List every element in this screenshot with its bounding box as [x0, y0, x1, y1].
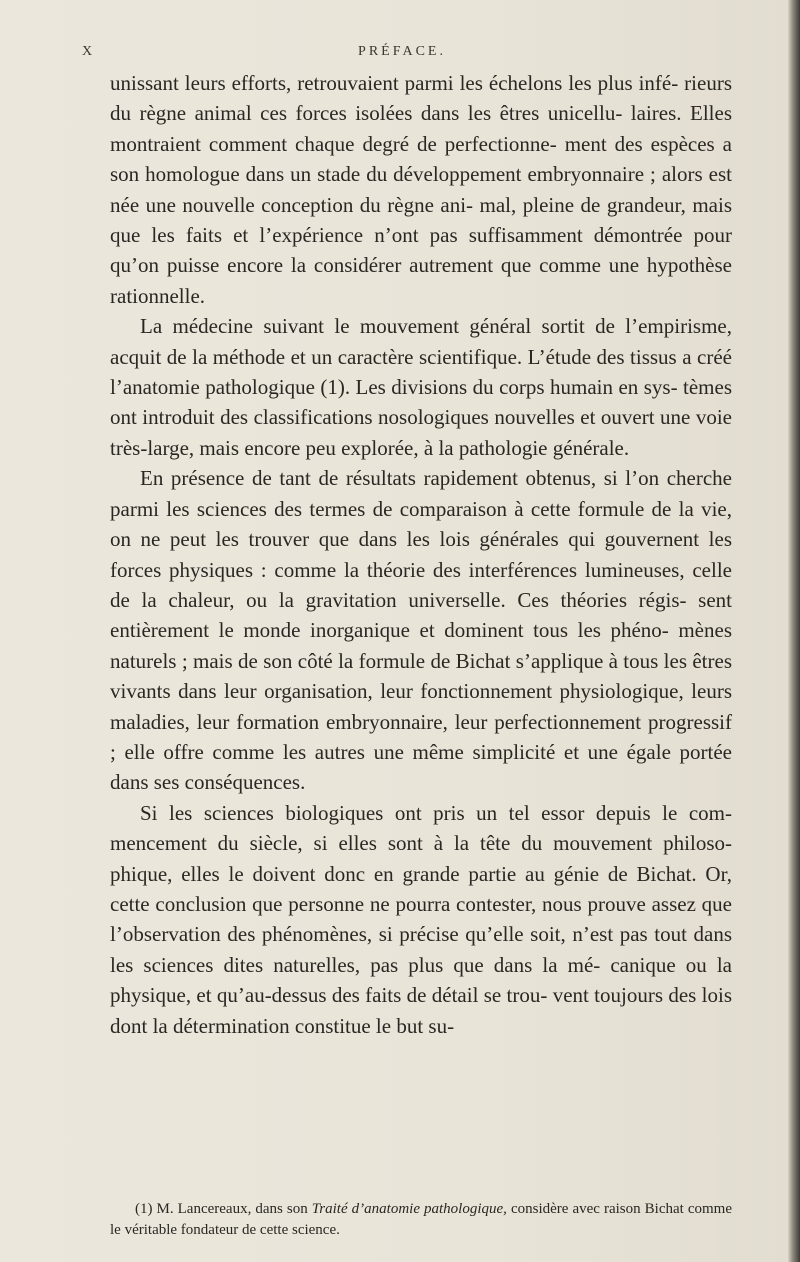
paragraph-4: Si les sciences biologiques ont pris un tel essor depuis le com- mencement du siècle, si elles sont à la tête du mouvement philoso- phique, elles le doivent donc en grande partie au génie de Bichat. Or, cette conclusion que personne ne pourra contester, nous prouve assez que l’observation des phénomènes, si précise qu’elle soit, n’est pas tout dans les sciences dites naturelles, pas plus que dans la mé- canique ou la physique, et qu’au-dessus des faits de détail se trou- vent toujours des lois dont la détermination constitue le but su-	[110, 800, 732, 1038]
footnote-lead: (1) M. Lancereaux, dans son	[135, 1201, 312, 1217]
page-header	[82, 44, 722, 66]
paragraph-1: unissant leurs efforts, retrouvaient parmi les échelons les plus infé- rieurs du règne animal ces forces isolées dans les êtres unicellu- laires. Elles montraient comment chaque degré de perfectionne- ment des espèces a son homologue dans un stade du développement embryonnaire ; alors est née une nouvelle conception du règne ani- mal, pleine de grandeur, mais que les faits et l’expérience n’ont pas suffisamment démontrée pour qu’on puisse encore la considérer autrement que comme une hypothèse rationnelle.	[110, 71, 732, 308]
footnote-text	[110, 1199, 732, 1241]
paragraph-2: La médecine suivant le mouvement général sortit de l’empirisme, acquit de la méthode et un caractère scientifique. L’étude des tissus a créé l’anatomie pathologique (1). Les divisions du corps humain en sys- tèmes ont introduit des classifications nosologiques nouvelles et ouvert une voie très-large, mais encore peu explorée, à la pathologie générale.	[110, 314, 732, 460]
page-number: X	[82, 44, 94, 59]
body-text	[110, 68, 732, 1041]
running-title: PRÉFACE.	[358, 44, 446, 59]
paragraph-3: En présence de tant de résultats rapidement obtenus, si l’on cherche parmi les sciences des termes de comparaison à cette formule de la vie, on ne peut les trouver que dans les lois générales qui gouvernent les forces physiques : comme la théorie des interférences lumineuses, celle de la chaleur, ou la gravitation universelle. Ces théories régis- sent entièrement le monde inorganique et dominent tous les phéno- mènes naturels ; mais de son côté la formule de Bichat s’applique à tous les êtres vivants dans leur organisation, leur fonctionnement physiologique, leurs maladies, leur formation embryonnaire, leur perfectionnement progressif ; elle offre comme les autres une même simplicité et une égale portée dans ses conséquences.	[110, 466, 732, 795]
footnote-cited-title: Traité d’anatomie pathologique,	[311, 1201, 507, 1217]
footnote	[110, 1199, 732, 1241]
footnote-tail: considère avec raison Bichat comme le véritable fondateur de cette science.	[110, 1201, 732, 1238]
page-edge-shadow	[788, 0, 800, 1262]
